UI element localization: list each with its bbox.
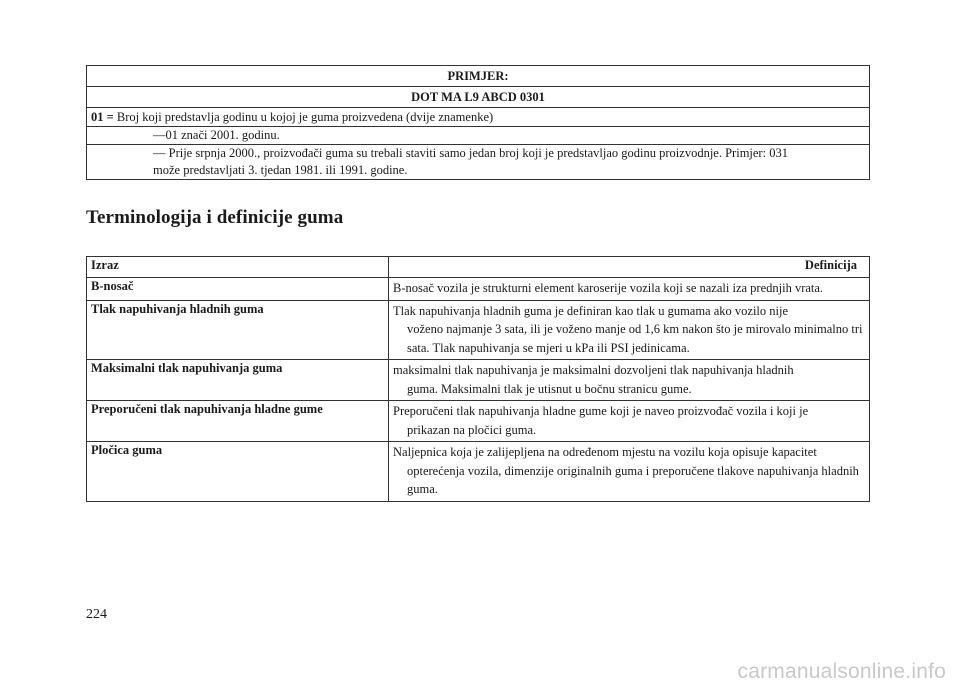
table-row [87, 278, 870, 301]
pre-2000-note [87, 145, 870, 180]
definition-cell [389, 360, 870, 401]
code-description-cell [87, 108, 870, 127]
term-cell: Preporučeni tlak napuhivanja hladne gume [87, 401, 389, 442]
term-cell: Pločica guma [87, 442, 389, 502]
definition-continuation: voženo najmanje 3 sata, ili je voženo manje od 1,6 km nakon što je mirovalo minimalno tri sata. Tlak napuhivanja se mjeri u kPa ili PSI jedinicama. [407, 322, 863, 355]
table-row [87, 401, 870, 442]
definition-cell [389, 300, 870, 360]
definition-cell [389, 278, 870, 301]
pre-2000-note-line2: može predstavljati 3. tjedan 1981. ili 1991. godine. [153, 163, 408, 177]
header-definition: Definicija [389, 257, 870, 278]
example-2001-line: —01 znači 2001. godinu. [87, 127, 870, 145]
table-row [87, 360, 870, 401]
definition-first-line: Naljepnica koja je zalijepljena na određenom mjestu na vozilu koja opisuje kapacitet [393, 445, 817, 459]
header-term: Izraz [87, 257, 389, 278]
page-number: 224 [86, 607, 107, 622]
term-cell: Maksimalni tlak napuhivanja guma [87, 360, 389, 401]
definition-first-line: maksimalni tlak napuhivanja je maksimalni dozvoljeni tlak napuhivanja hladnih [393, 363, 794, 377]
definition-continuation: prikazan na pločici guma. [407, 422, 537, 437]
terms-header-row [87, 257, 870, 278]
definition-continuation: guma. Maksimalni tlak je utisnut u bočnu stranicu gume. [407, 381, 692, 396]
terminology-table [86, 256, 870, 502]
section-title: Terminologija i definicije guma [86, 207, 344, 228]
definition-first-line: Preporučeni tlak napuhivanja hladne gume koji je naveo proizvođač vozila i koji je [393, 404, 809, 418]
code-description: Broj koji predstavlja godinu u kojoj je guma proizvedena (dvije znamenke) [116, 109, 494, 124]
definition-cell [389, 442, 870, 502]
definition-cell [389, 401, 870, 442]
watermark: carmanualsonline.info [737, 660, 946, 683]
table-row [87, 442, 870, 502]
definition-first-line: B-nosač vozila je strukturni element karoserije vozila koji se nazali iza prednjih vrata. [393, 281, 824, 295]
term-cell: Tlak napuhivanja hladnih guma [87, 300, 389, 360]
example-table [86, 65, 870, 180]
table-row [87, 300, 870, 360]
dot-code-line: DOT MA L9 ABCD 0301 [87, 87, 870, 108]
definition-continuation: opterećenja vozila, dimenzije originalnih guma i preporučene tlakove napuhivanja hladnih guma. [407, 463, 859, 496]
code-label: 01 = [91, 109, 114, 124]
pre-2000-note-line1: — Prije srpnja 2000., proizvođači guma su trebali staviti samo jedan broj koji je predstavljao godinu proizvodnje. Primjer: 031 [153, 146, 788, 160]
term-cell: B-nosač [87, 278, 389, 301]
definition-first-line: Tlak napuhivanja hladnih guma je definiran kao tlak u gumama ako vozilo nije [393, 303, 789, 318]
example-title: PRIMJER: [87, 66, 870, 87]
